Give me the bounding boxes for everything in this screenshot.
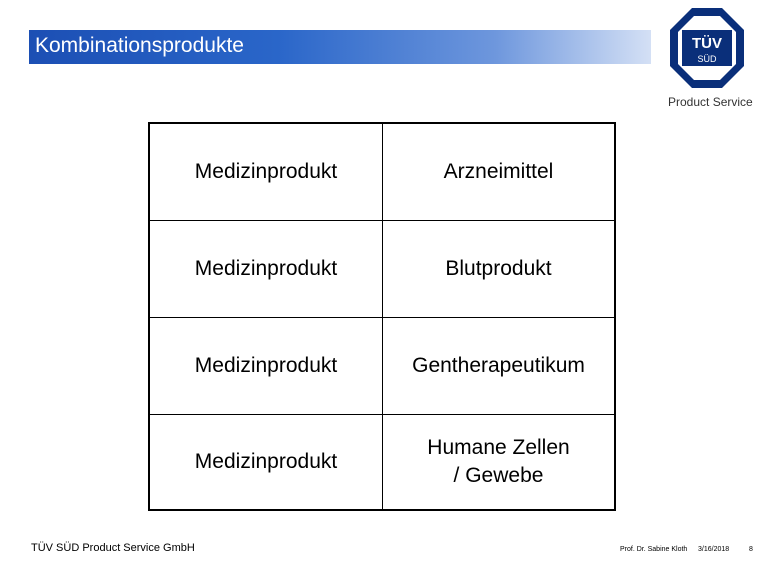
- combination-table: [148, 122, 616, 511]
- logo-text-bottom: SÜD: [697, 54, 717, 64]
- table-cell-left: Medizinprodukt: [194, 160, 338, 183]
- slide-title: Kombinationsprodukte: [35, 34, 244, 57]
- tuv-sud-logo: [668, 6, 746, 94]
- table-cell-right: Arzneimittel: [443, 160, 554, 183]
- footer-date: 3/16/2018: [698, 546, 730, 553]
- footer-author: Prof. Dr. Sabine Kloth: [620, 546, 688, 553]
- tuv-octagon-icon: [668, 6, 746, 94]
- title-bar: [29, 30, 651, 64]
- table-cell-right: Blutprodukt: [445, 257, 552, 280]
- logo-caption: Product Service: [668, 95, 753, 109]
- table-cell-left: Medizinprodukt: [194, 450, 338, 473]
- table-cell-right: Gentherapeutikum: [412, 354, 585, 377]
- table-cell-right: Humane Zellen / Gewebe: [427, 436, 570, 487]
- footer-page-number: 8: [749, 546, 753, 553]
- table-cell-left: Medizinprodukt: [194, 354, 338, 377]
- logo-text-top: TÜV: [692, 35, 722, 52]
- footer-company: TÜV SÜD Product Service GmbH: [31, 542, 195, 554]
- table-cell-left: Medizinprodukt: [194, 257, 338, 280]
